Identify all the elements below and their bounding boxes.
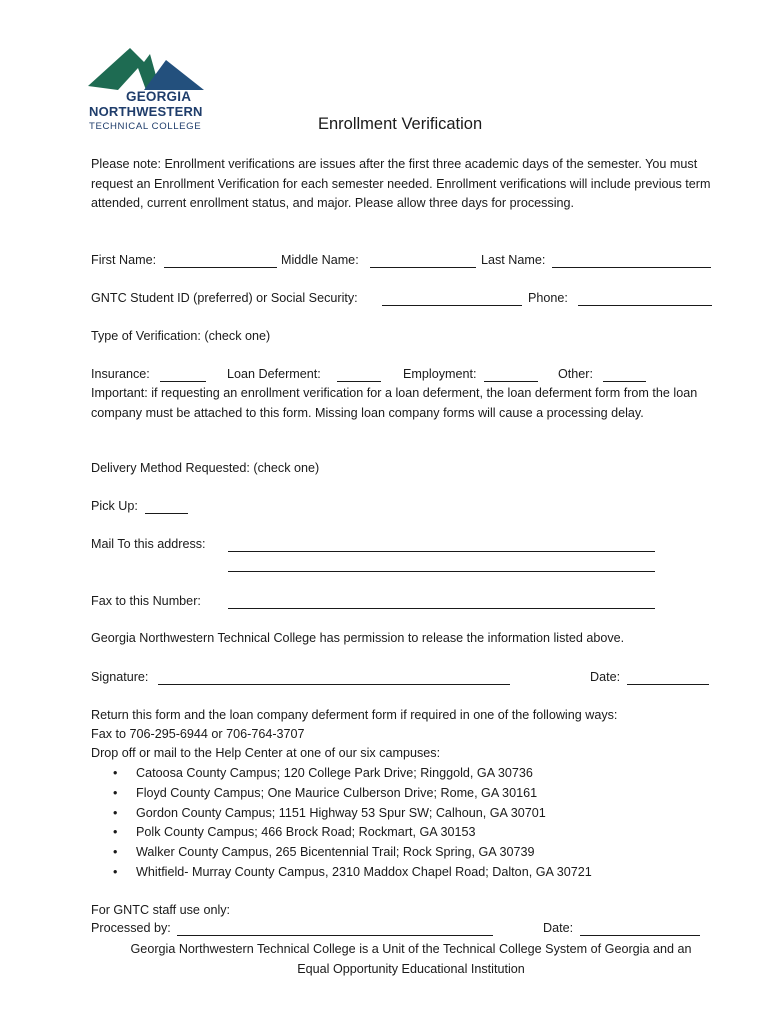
footer-line2: Equal Opportunity Educational Institution [297, 962, 525, 976]
verification-type-heading: Type of Verification: (check one) [91, 329, 271, 343]
bullet-icon: • [113, 805, 118, 820]
campus-address: Floyd County Campus; One Maurice Culberson Drive; Rome, GA 30161 [136, 785, 538, 800]
campus-address: Walker County Campus, 265 Bicentennial Trail; Rock Spring, GA 30739 [136, 845, 535, 860]
list-item [91, 823, 592, 843]
staff-date-label: Date: [543, 921, 574, 935]
insurance-checkbox[interactable] [160, 381, 206, 382]
logo-text-georgia: GEORGIA [126, 89, 192, 104]
logo-text-technical-college: TECHNICAL COLLEGE [89, 121, 202, 132]
page-title: Enrollment Verification [318, 115, 483, 133]
list-item [91, 784, 592, 804]
student-id-label: GNTC Student ID (preferred) or Social Security: [91, 291, 358, 305]
return-instructions: Return this form and the loan company deferment form if required in one of the following ways: [91, 708, 618, 722]
list-item [91, 843, 592, 863]
last-name-label: Last Name: [481, 253, 546, 267]
signature-field[interactable] [158, 684, 510, 685]
mail-address-label: Mail To this address: [91, 537, 206, 551]
permission-statement: Georgia Northwestern Technical College has permission to release the information listed above. [91, 631, 625, 645]
student-id-field[interactable] [382, 305, 522, 306]
bullet-icon: • [113, 766, 118, 780]
important-notice: Important: if requesting an enrollment verification for a loan deferment, the loan deferment form from the loan company must be attached to this form. Missing loan company forms will cause a processing delay. [91, 386, 698, 420]
loan-deferment-label: Loan Deferment: [227, 367, 321, 381]
date-field[interactable] [627, 684, 709, 685]
phone-label: Phone: [528, 291, 568, 305]
middle-name-field[interactable] [370, 267, 476, 268]
campus-address: Gordon County Campus; 1151 Highway 53 Spur SW; Calhoun, GA 30701 [136, 805, 546, 820]
list-item [91, 863, 592, 883]
logo-text-northwestern: NORTHWESTERN [89, 104, 203, 119]
insurance-label: Insurance: [91, 367, 150, 381]
processed-by-label: Processed by: [91, 921, 171, 935]
middle-name-label: Middle Name: [281, 253, 359, 267]
employment-label: Employment: [403, 367, 477, 381]
list-item [91, 764, 592, 784]
footer-line1: Georgia Northwestern Technical College is a Unit of the Technical College System of Georgia and an [130, 942, 692, 956]
fax-numbers: Fax to 706-295-6944 or 706-764-3707 [91, 727, 305, 741]
employment-checkbox[interactable] [484, 381, 538, 382]
fax-number-label: Fax to this Number: [91, 594, 201, 608]
pick-up-checkbox[interactable] [145, 513, 188, 514]
mail-address-field-line1[interactable] [228, 551, 655, 552]
bullet-icon: • [113, 864, 118, 879]
other-checkbox[interactable] [603, 381, 646, 382]
campus-list [91, 764, 592, 883]
pick-up-label: Pick Up: [91, 499, 138, 513]
campus-address: Whitfield- Murray County Campus, 2310 Maddox Chapel Road; Dalton, GA 30721 [136, 864, 592, 879]
bullet-icon: • [113, 785, 118, 800]
loan-deferment-checkbox[interactable] [337, 381, 381, 382]
bullet-icon: • [113, 845, 118, 860]
date-label: Date: [590, 670, 621, 684]
first-name-label: First Name: [91, 253, 157, 267]
other-label: Other: [558, 367, 593, 381]
fax-number-field[interactable] [228, 608, 655, 609]
phone-field[interactable] [578, 305, 712, 306]
staff-date-field[interactable] [580, 935, 700, 936]
campus-address: Polk County Campus; 466 Brock Road; Rockmart, GA 30153 [136, 825, 476, 840]
last-name-field[interactable] [552, 267, 711, 268]
signature-label: Signature: [91, 670, 149, 684]
bullet-icon: • [113, 825, 118, 840]
drop-off-instructions: Drop off or mail to the Help Center at one of our six campuses: [91, 746, 441, 760]
staff-use-heading: For GNTC staff use only: [91, 903, 231, 917]
note-paragraph: Please note: Enrollment verifications are issues after the first three academic days of the semester. You must request an Enrollment Verification for each semester needed. Enrollment verifications will include previous term attended, current enrollment status, and major. Please allow three days for processing. [91, 157, 711, 210]
campus-address: Catoosa County Campus; 120 College Park Drive; Ringgold, GA 30736 [136, 766, 533, 780]
processed-by-field[interactable] [177, 935, 493, 936]
delivery-method-heading: Delivery Method Requested: (check one) [91, 461, 320, 475]
list-item [91, 804, 592, 824]
mail-address-field-line2[interactable] [228, 571, 655, 572]
first-name-field[interactable] [164, 267, 277, 268]
